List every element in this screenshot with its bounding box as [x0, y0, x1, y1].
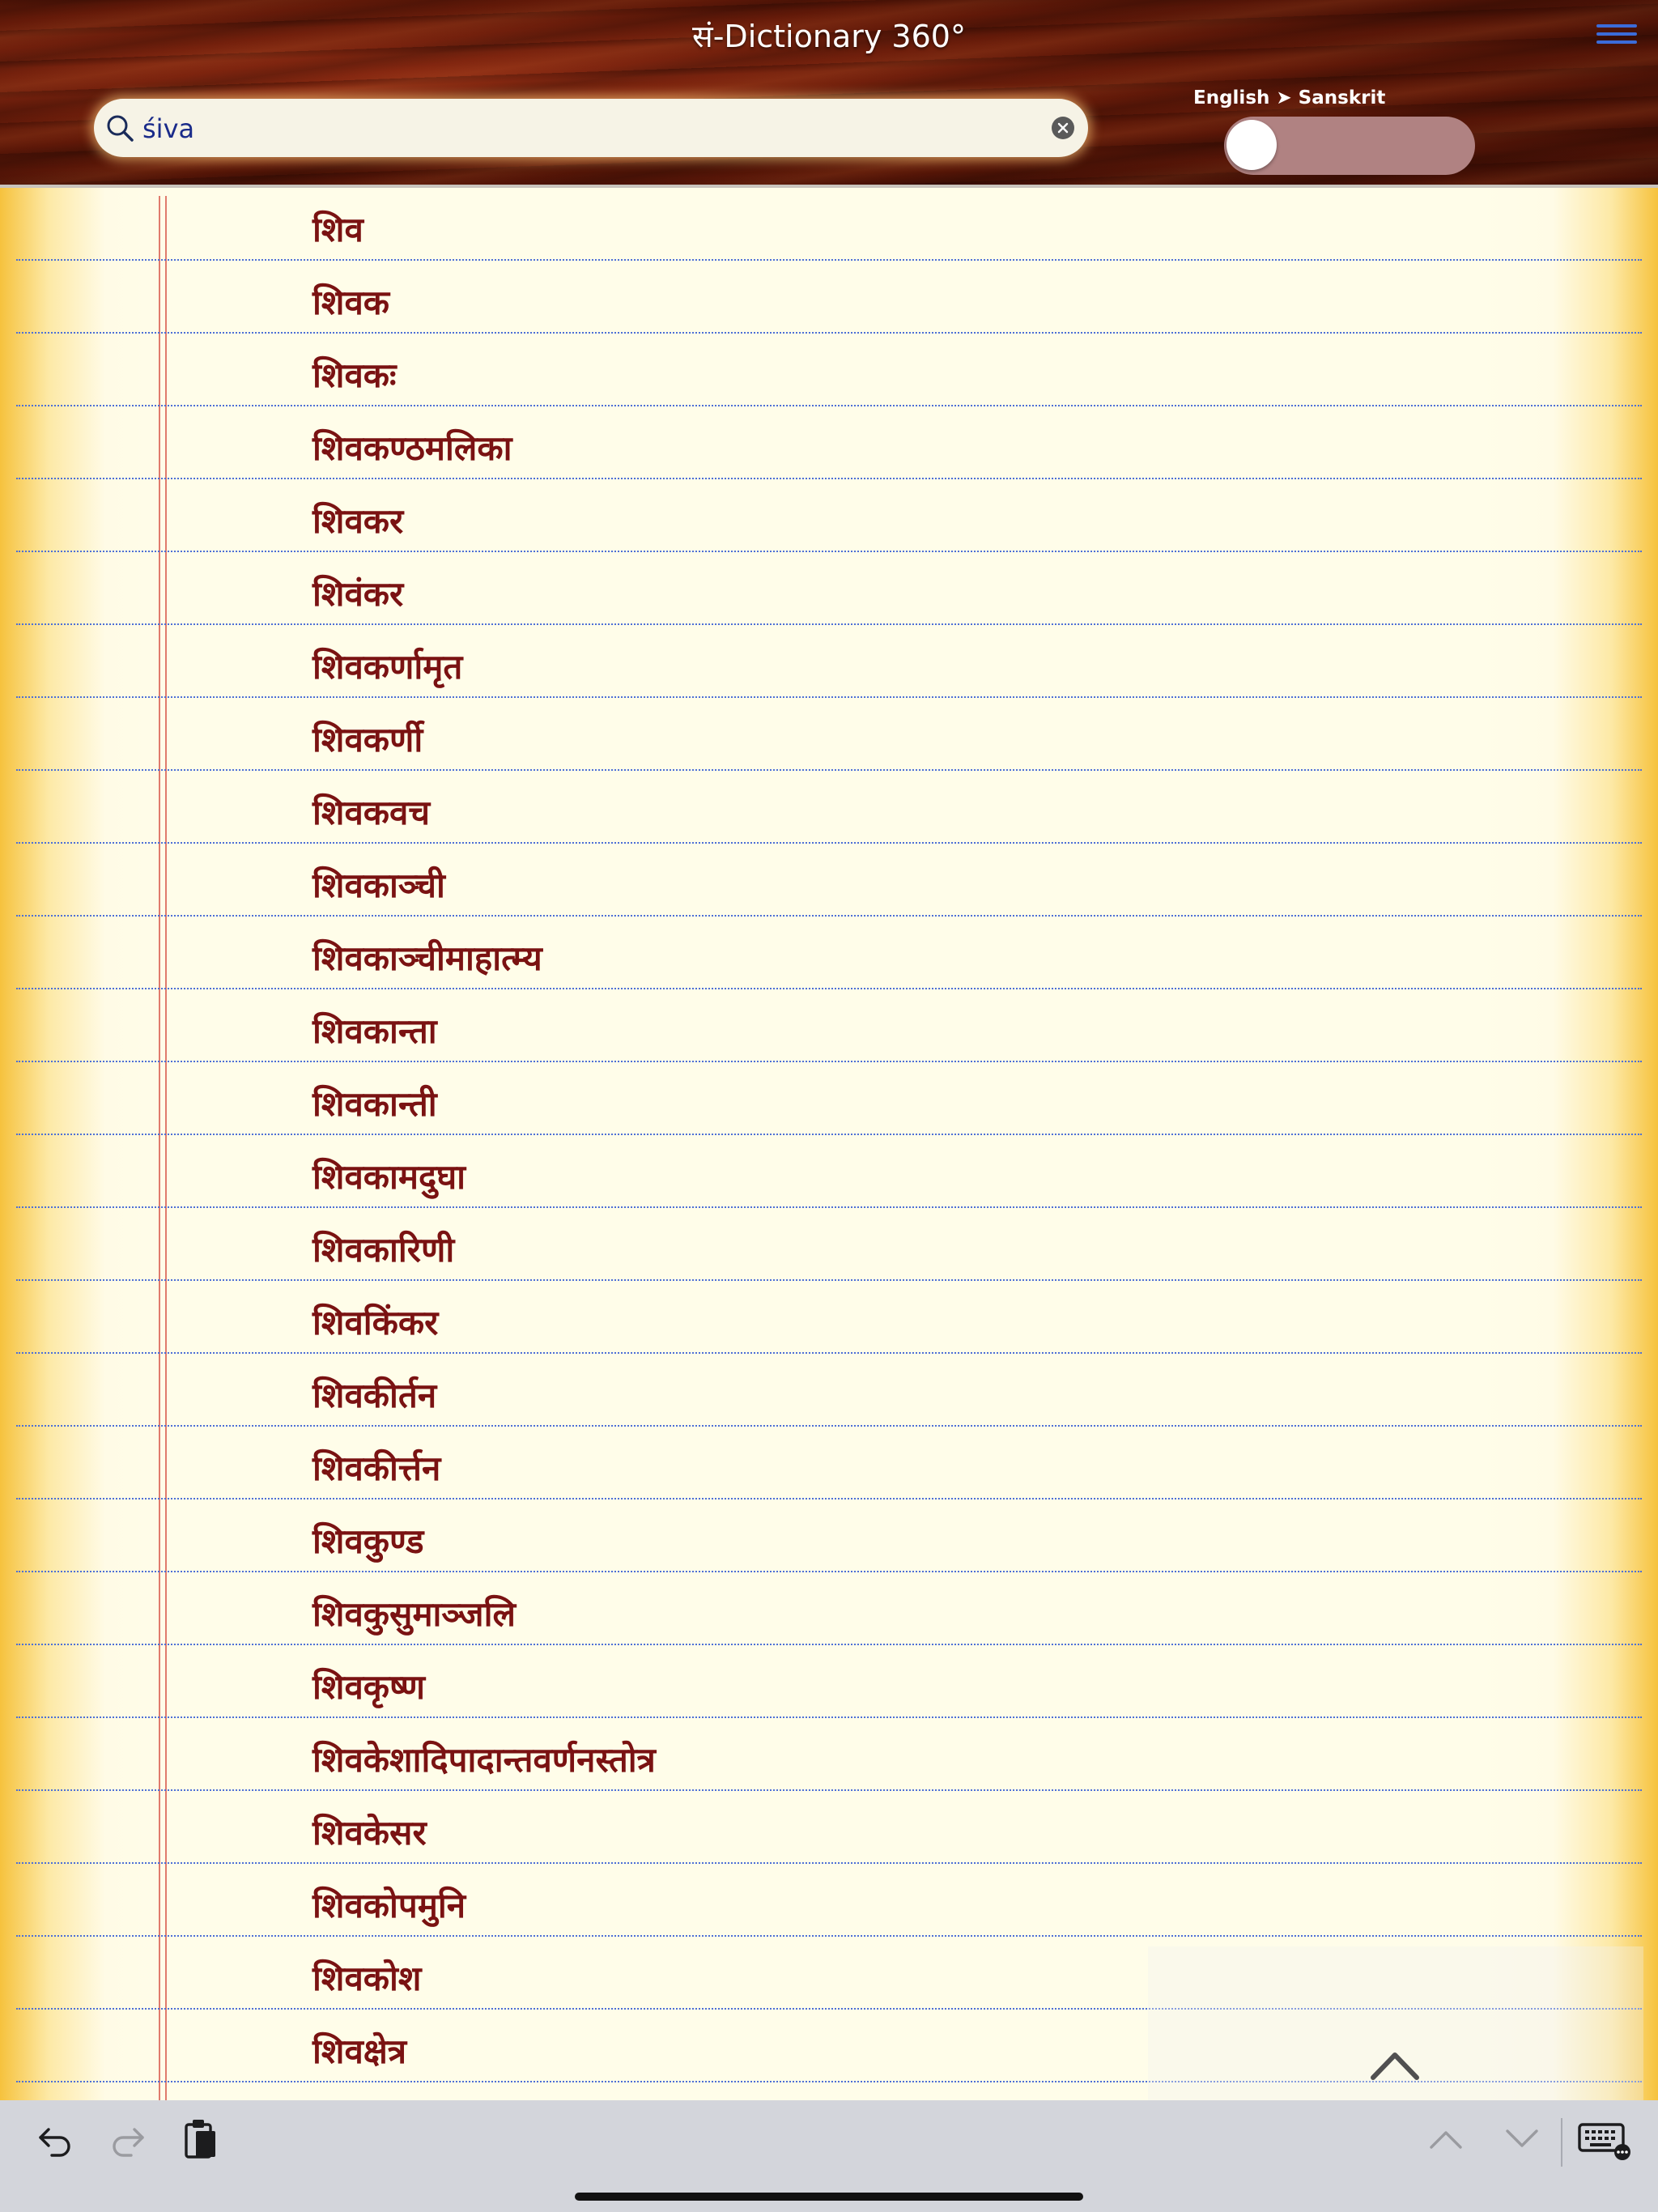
- list-item[interactable]: [0, 1791, 1658, 1864]
- list-item[interactable]: [0, 1135, 1658, 1208]
- home-indicator: [575, 2193, 1083, 2201]
- list-item[interactable]: [0, 771, 1658, 844]
- list-item[interactable]: [0, 1499, 1658, 1572]
- list-item[interactable]: [0, 188, 1658, 261]
- list-item[interactable]: [0, 698, 1658, 771]
- keyboard-dismiss-icon[interactable]: [1577, 2121, 1632, 2162]
- list-item[interactable]: [0, 1281, 1658, 1354]
- list-item[interactable]: [0, 1572, 1658, 1645]
- entry-word: शिवकान्ती: [312, 1084, 437, 1124]
- entry-word: शिवक: [312, 283, 390, 322]
- entry-word: शिवक्षेत्र: [312, 2031, 407, 2071]
- entry-word: शिवकः: [312, 355, 397, 395]
- entries-container: [0, 188, 1658, 2082]
- list-item[interactable]: [0, 1645, 1658, 1718]
- search-box[interactable]: [94, 99, 1088, 157]
- toggle-knob: [1226, 120, 1277, 170]
- entry-word: शिवकण्ठमलिका: [312, 428, 512, 468]
- list-item[interactable]: [0, 1864, 1658, 1937]
- entry-word: शिवकेसर: [312, 1813, 427, 1853]
- entry-word: शिवकाञ्चीमाहात्म्य: [312, 938, 542, 978]
- search-icon: [104, 112, 136, 144]
- search-input[interactable]: [141, 107, 1035, 151]
- entry-word: शिवकृष्ण: [312, 1667, 425, 1707]
- scroll-to-top-chevron-up-icon[interactable]: [1367, 2047, 1423, 2082]
- hamburger-menu-icon[interactable]: [1596, 24, 1637, 52]
- entry-word: शिवकीर्तन: [312, 1376, 437, 1415]
- entry-word: शिवकुण्ड: [312, 1521, 424, 1561]
- entry-word: शिवकोपमुनि: [312, 1886, 466, 1925]
- entry-word: शिवकाञ्ची: [312, 866, 445, 905]
- list-item[interactable]: [0, 625, 1658, 698]
- entry-word: शिवकेशादिपादान्तवर्णनस्तोत्र: [312, 1740, 656, 1780]
- translation-direction-toggle[interactable]: [1224, 117, 1475, 175]
- entry-word: शिवकारिणी: [312, 1230, 455, 1270]
- clear-search-button[interactable]: [1052, 117, 1074, 139]
- entry-word: शिव: [312, 210, 363, 249]
- list-item[interactable]: [0, 479, 1658, 552]
- entry-word: शिवकिंकर: [312, 1303, 439, 1342]
- entry-word: शिवकुसुमाञ्जलि: [312, 1594, 516, 1634]
- undo-icon[interactable]: [36, 2121, 74, 2160]
- list-item[interactable]: [0, 261, 1658, 334]
- entry-word: शिवकवच: [312, 793, 431, 832]
- app-title: सं-Dictionary 360°: [692, 19, 966, 54]
- list-item[interactable]: [0, 334, 1658, 406]
- redo-icon[interactable]: [108, 2121, 147, 2160]
- list-item[interactable]: [0, 917, 1658, 989]
- list-item[interactable]: [0, 1208, 1658, 1281]
- entry-word: शिवकर्णी: [312, 720, 423, 759]
- list-item[interactable]: [0, 1427, 1658, 1499]
- entry-word: शिवकर्णामृत: [312, 647, 463, 687]
- list-item[interactable]: [0, 406, 1658, 479]
- next-chevron-down-icon[interactable]: [1503, 2125, 1541, 2154]
- list-item[interactable]: [0, 1354, 1658, 1427]
- list-item[interactable]: [0, 1718, 1658, 1791]
- list-item[interactable]: [0, 844, 1658, 917]
- translation-direction-label: English ➤ Sanskrit: [1193, 87, 1386, 108]
- entry-word: शिवकर: [312, 501, 404, 541]
- clear-icon: [1057, 122, 1069, 134]
- entry-word: शिवकान्ता: [312, 1011, 437, 1051]
- entry-word: शिवकोश: [312, 1959, 422, 1998]
- header-bar: [0, 0, 1658, 188]
- previous-chevron-up-icon[interactable]: [1426, 2125, 1465, 2154]
- list-item[interactable]: [0, 1062, 1658, 1135]
- entry-word: शिवकामदुघा: [312, 1157, 466, 1197]
- toolbar-divider: [1561, 2118, 1562, 2167]
- results-list[interactable]: [0, 188, 1658, 2100]
- entry-word: शिवकीर्त्तन: [312, 1448, 441, 1488]
- clipboard-paste-icon[interactable]: [183, 2116, 219, 2162]
- entry-word: शिवंकर: [312, 574, 404, 614]
- list-item[interactable]: [0, 552, 1658, 625]
- list-item[interactable]: [0, 989, 1658, 1062]
